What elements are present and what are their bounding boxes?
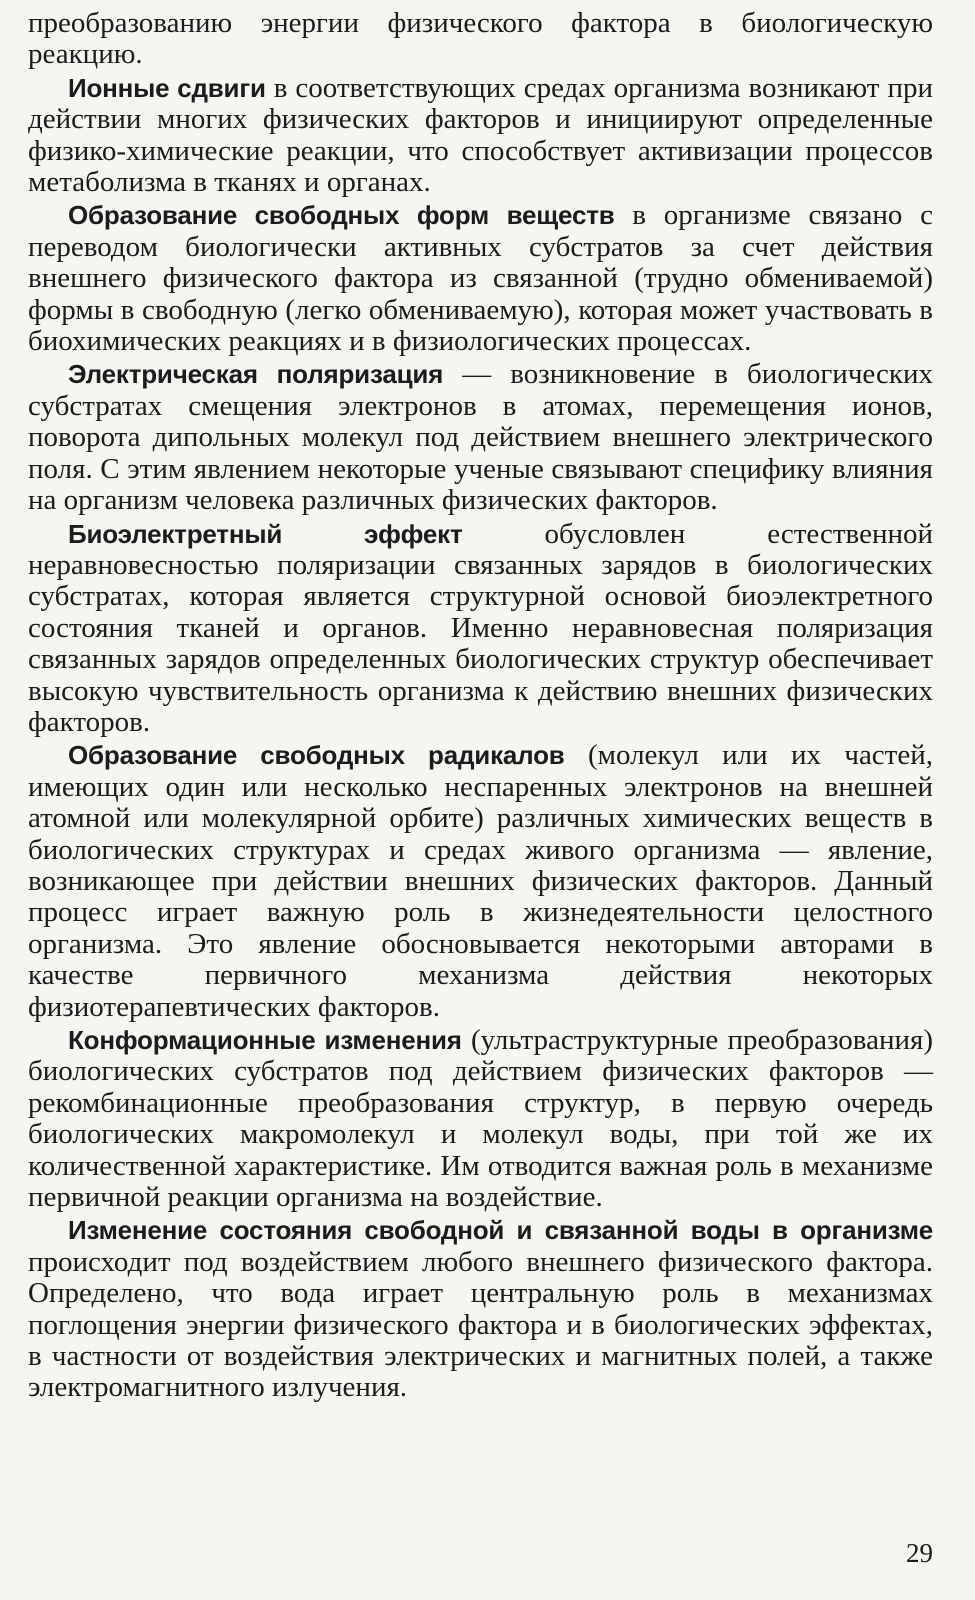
paragraph-text: — возникновение в биологических субстратах смещения электронов в атомах, перемещения ионов, поворота дипольных молекул под действием внешнего электрического поля. С этим явлением некоторые ученые связывают специфику влияния на организм человека различных физических факторов. bbox=[28, 358, 933, 517]
term-heading: Конформационные изменения bbox=[68, 1025, 462, 1055]
paragraph-electric-polarization bbox=[28, 359, 933, 516]
paragraph-text: в соответствующих средах организма возникают при действии многих физических факторов и инициируют определенные физико-химические реакции, что способствует активизации процессов метаболизма в тканях и органах. bbox=[28, 71, 933, 199]
paragraph-continuation bbox=[28, 8, 933, 71]
page-body bbox=[28, 8, 933, 1578]
paragraph-free-forms bbox=[28, 200, 933, 357]
paragraph-text: преобразованию энергии физического фактора в биологическую реакцию. bbox=[28, 7, 933, 71]
paragraph-text: (молекул или их частей, имеющих один или несколько неспаренных электронов на внешней атомной или молекулярной орбите) различных химических веществ в биологических структурах и средах живого организма — явление, возникающее при действии внешних физических факторов. Данный процесс играет важную роль в жизнедеятельности целостного организма. Это явление обосновывается некоторыми авторами в качестве первичного механизма действия некоторых физиотерапевтических факторов. bbox=[28, 739, 933, 1023]
term-heading: Электрическая поляризация bbox=[68, 359, 444, 390]
paragraph-bioelectret-effect bbox=[28, 519, 933, 739]
paragraph-text: (ультраструктурные преобразования) биологических субстратов под действием физических факторов — рекомбинационные преобразования структур, в первую очередь биологических макромолекул и молекул воды, при той же их количественной характеристике. Им отводится важная роль в механизме первичной реакции организма на воздействие. bbox=[28, 1024, 933, 1214]
term-heading: Биоэлектретный эффект bbox=[68, 518, 463, 549]
paragraph-text: происходит под воздействием любого внешнего физического фактора. Определено, что вода играет центральную роль в механизмах поглощения энергии физического фактора и в биологических эффектах, в частности от воздействия электрических и магнитных полей, а также электромагнитного излучения. bbox=[28, 1245, 933, 1404]
paragraph-free-radicals bbox=[28, 740, 933, 1023]
paragraph-ion-shifts bbox=[28, 73, 933, 199]
term-heading: Ионные сдвиги bbox=[68, 72, 266, 103]
term-heading: Образование свободных радикалов bbox=[68, 740, 565, 771]
paragraph-text: обусловлен естественной неравновесностью поляризации связанных зарядов в биологических субстратах, которая является структурной основой биоэлектретного состояния тканей и органов. Именно неравновесная поляризация связанных зарядов определенных биологических структур обеспечивает высокую чувствительность организма к действию внешних физических факторов. bbox=[28, 517, 933, 738]
paragraph-conformational-changes bbox=[28, 1025, 933, 1213]
paragraph-text: в организме связано с переводом биологически активных субстратов за счет действия внешнего физического фактора из связанной (трудно обмениваемой) формы в свободную (легко обмениваемую), которая может участвовать в биохимических реакциях и в физиологических процессах. bbox=[28, 199, 933, 358]
term-heading: Изменение состояния свободной и связанной воды в организме bbox=[68, 1215, 933, 1246]
term-heading: Образование свободных форм веществ bbox=[68, 200, 615, 231]
page-number: 29 bbox=[906, 1538, 933, 1568]
paragraph-water-state bbox=[28, 1215, 933, 1403]
